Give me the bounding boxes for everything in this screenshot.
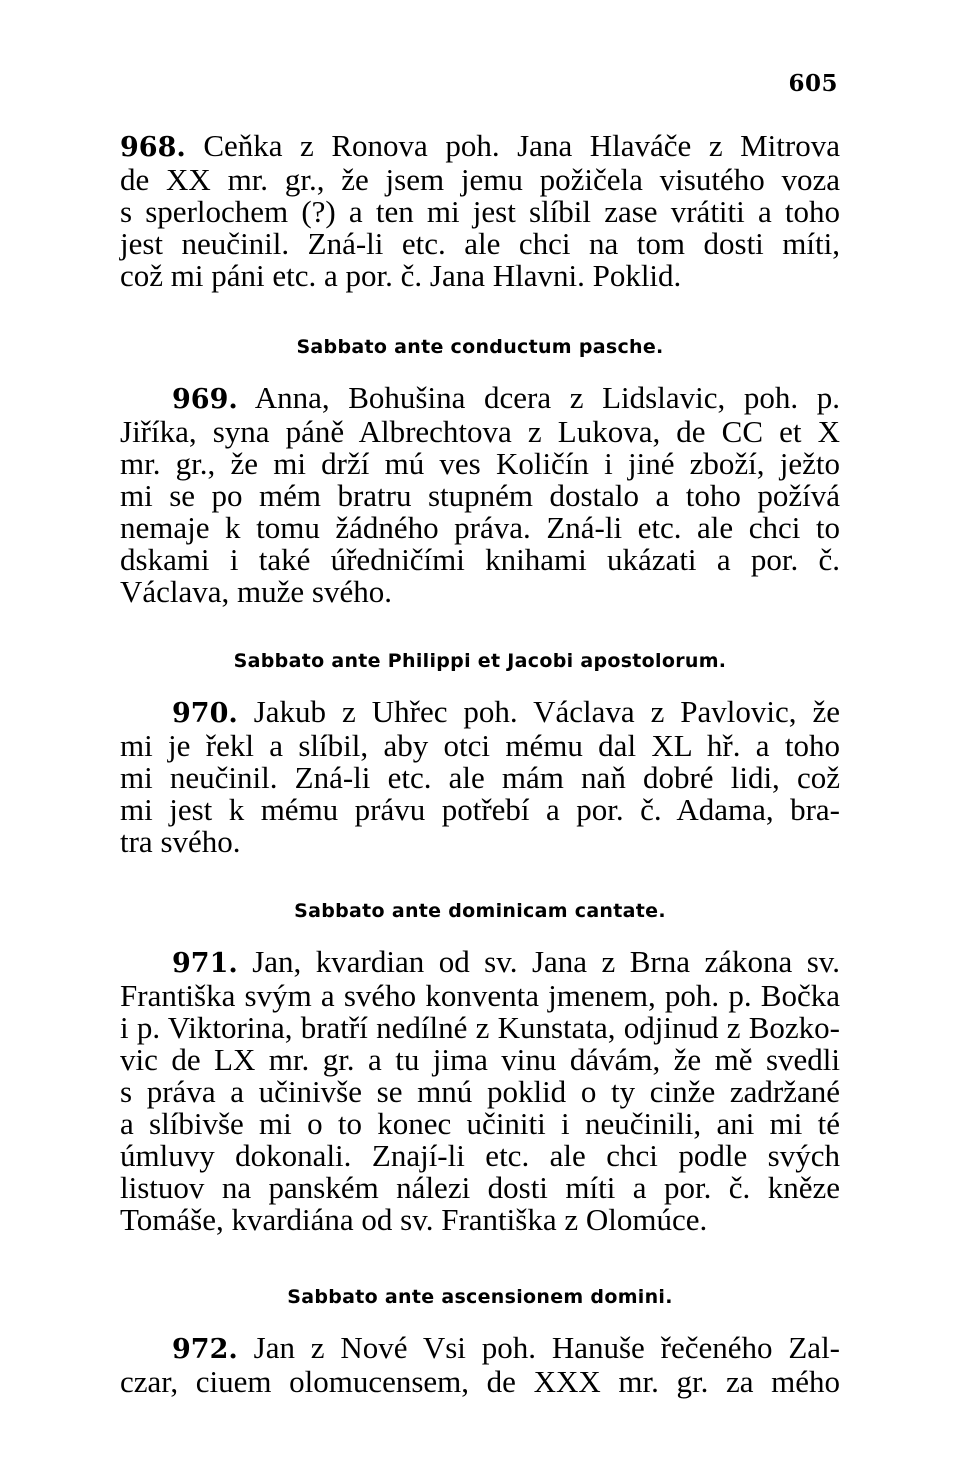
entry-line: [120, 130, 840, 164]
entry-line: Jiříka, syna páně Albrechtova z Lukova, de CC et X: [120, 414, 840, 449]
entry-line: [120, 382, 840, 416]
entry-text: Jan z Nové Vsi poh. Hanuše řečeného Zal-: [253, 1330, 841, 1365]
entry-line: mi je řekl a slíbil, aby otci mému dal XL hř. a toho: [120, 728, 840, 763]
entry-line: [120, 946, 840, 980]
section-heading: Sabbato ante ascensionem domini.: [287, 1286, 673, 1308]
entry-972: [120, 1332, 840, 1398]
section-heading: Sabbato ante dominicam cantate.: [294, 900, 666, 922]
entry-line: mi neučinil. Zná-li etc. ale mám naň dobré lidi, což: [120, 760, 840, 795]
entry-line: [120, 696, 840, 730]
entry-text: Anna, Bohušina dcera z Lidslavic, poh. p.: [254, 380, 840, 415]
entry-line: což mi páni etc. a por. č. Jana Hlavni. Poklid.: [120, 258, 682, 293]
entry-text: Jan, kvardian od sv. Jana z Brna zákona sv.: [252, 944, 840, 979]
entry-line: [120, 1332, 840, 1366]
entry-line: Václava, muže svého.: [120, 574, 392, 609]
entry-number: 971.: [172, 948, 238, 979]
entry-line: de XX mr. gr., že jsem jemu požičela visutého voza: [120, 162, 840, 197]
entry-line: listuov na panském nálezi dosti míti a por. č. kněze: [120, 1170, 840, 1205]
page-number: 605: [788, 70, 838, 97]
entry-line: jest neučinil. Zná-li etc. ale chci na tom dosti míti,: [120, 226, 840, 261]
entry-line: mr. gr., že mi drží mú ves Količín i jiné zboží, ježto: [120, 446, 840, 481]
entry-line: i p. Viktorina, bratří nedílné z Kunstata, odjinud z Bozko-: [120, 1010, 840, 1045]
entry-line: úmluvy dokonali. Znají-li etc. ale chci podle svých: [120, 1138, 840, 1173]
entry-number: 970.: [172, 698, 238, 729]
entry-line: tra svého.: [120, 824, 241, 859]
entry-number: 972.: [172, 1334, 238, 1365]
entry-number: 969.: [172, 384, 238, 415]
entry-line: dskami i také úředničími knihami ukázati a por. č.: [120, 542, 840, 577]
entry-971: [120, 946, 840, 1236]
entry-line: Františka svým a svého konventa jmenem, poh. p. Bočka: [120, 978, 840, 1013]
entry-line: mi se po mém bratru stupném dostalo a toho požívá: [120, 478, 840, 513]
entry-968: [120, 130, 840, 292]
entry-text: Jakub z Uhřec poh. Václava z Pavlovic, že: [253, 694, 840, 729]
entry-970: [120, 696, 840, 858]
entry-line: czar, ciuem olomucensem, de XXX mr. gr. za mého: [120, 1364, 840, 1399]
entry-969: [120, 382, 840, 608]
entry-line: Tomáše, kvardiána od sv. Františka z Olomúce.: [120, 1202, 708, 1237]
entry-line: s práva a učinivše se mnú poklid o ty cinže zadržané: [120, 1074, 840, 1109]
page-body: [120, 68, 840, 1398]
entry-text: Ceňka z Ronova poh. Jana Hlaváče z Mitrova: [203, 128, 840, 163]
section-heading: Sabbato ante Philippi et Jacobi apostolorum.: [233, 650, 727, 672]
entry-line: a slíbivše mi o to konec učiniti i neučinili, ani mi té: [120, 1106, 840, 1141]
entry-line: mi jest k mému právu potřebí a por. č. Adama, bra-: [120, 792, 840, 827]
entry-line: nemaje k tomu žádného práva. Zná-li etc. ale chci to: [120, 510, 840, 545]
entry-line: vic de LX mr. gr. a tu jima vinu dávám, že mě svedli: [120, 1042, 840, 1077]
entry-number: 968.: [120, 132, 186, 163]
section-heading: Sabbato ante conductum pasche.: [296, 336, 664, 358]
entry-line: s sperlochem (?) a ten mi jest slíbil zase vrátiti a toho: [120, 194, 840, 229]
